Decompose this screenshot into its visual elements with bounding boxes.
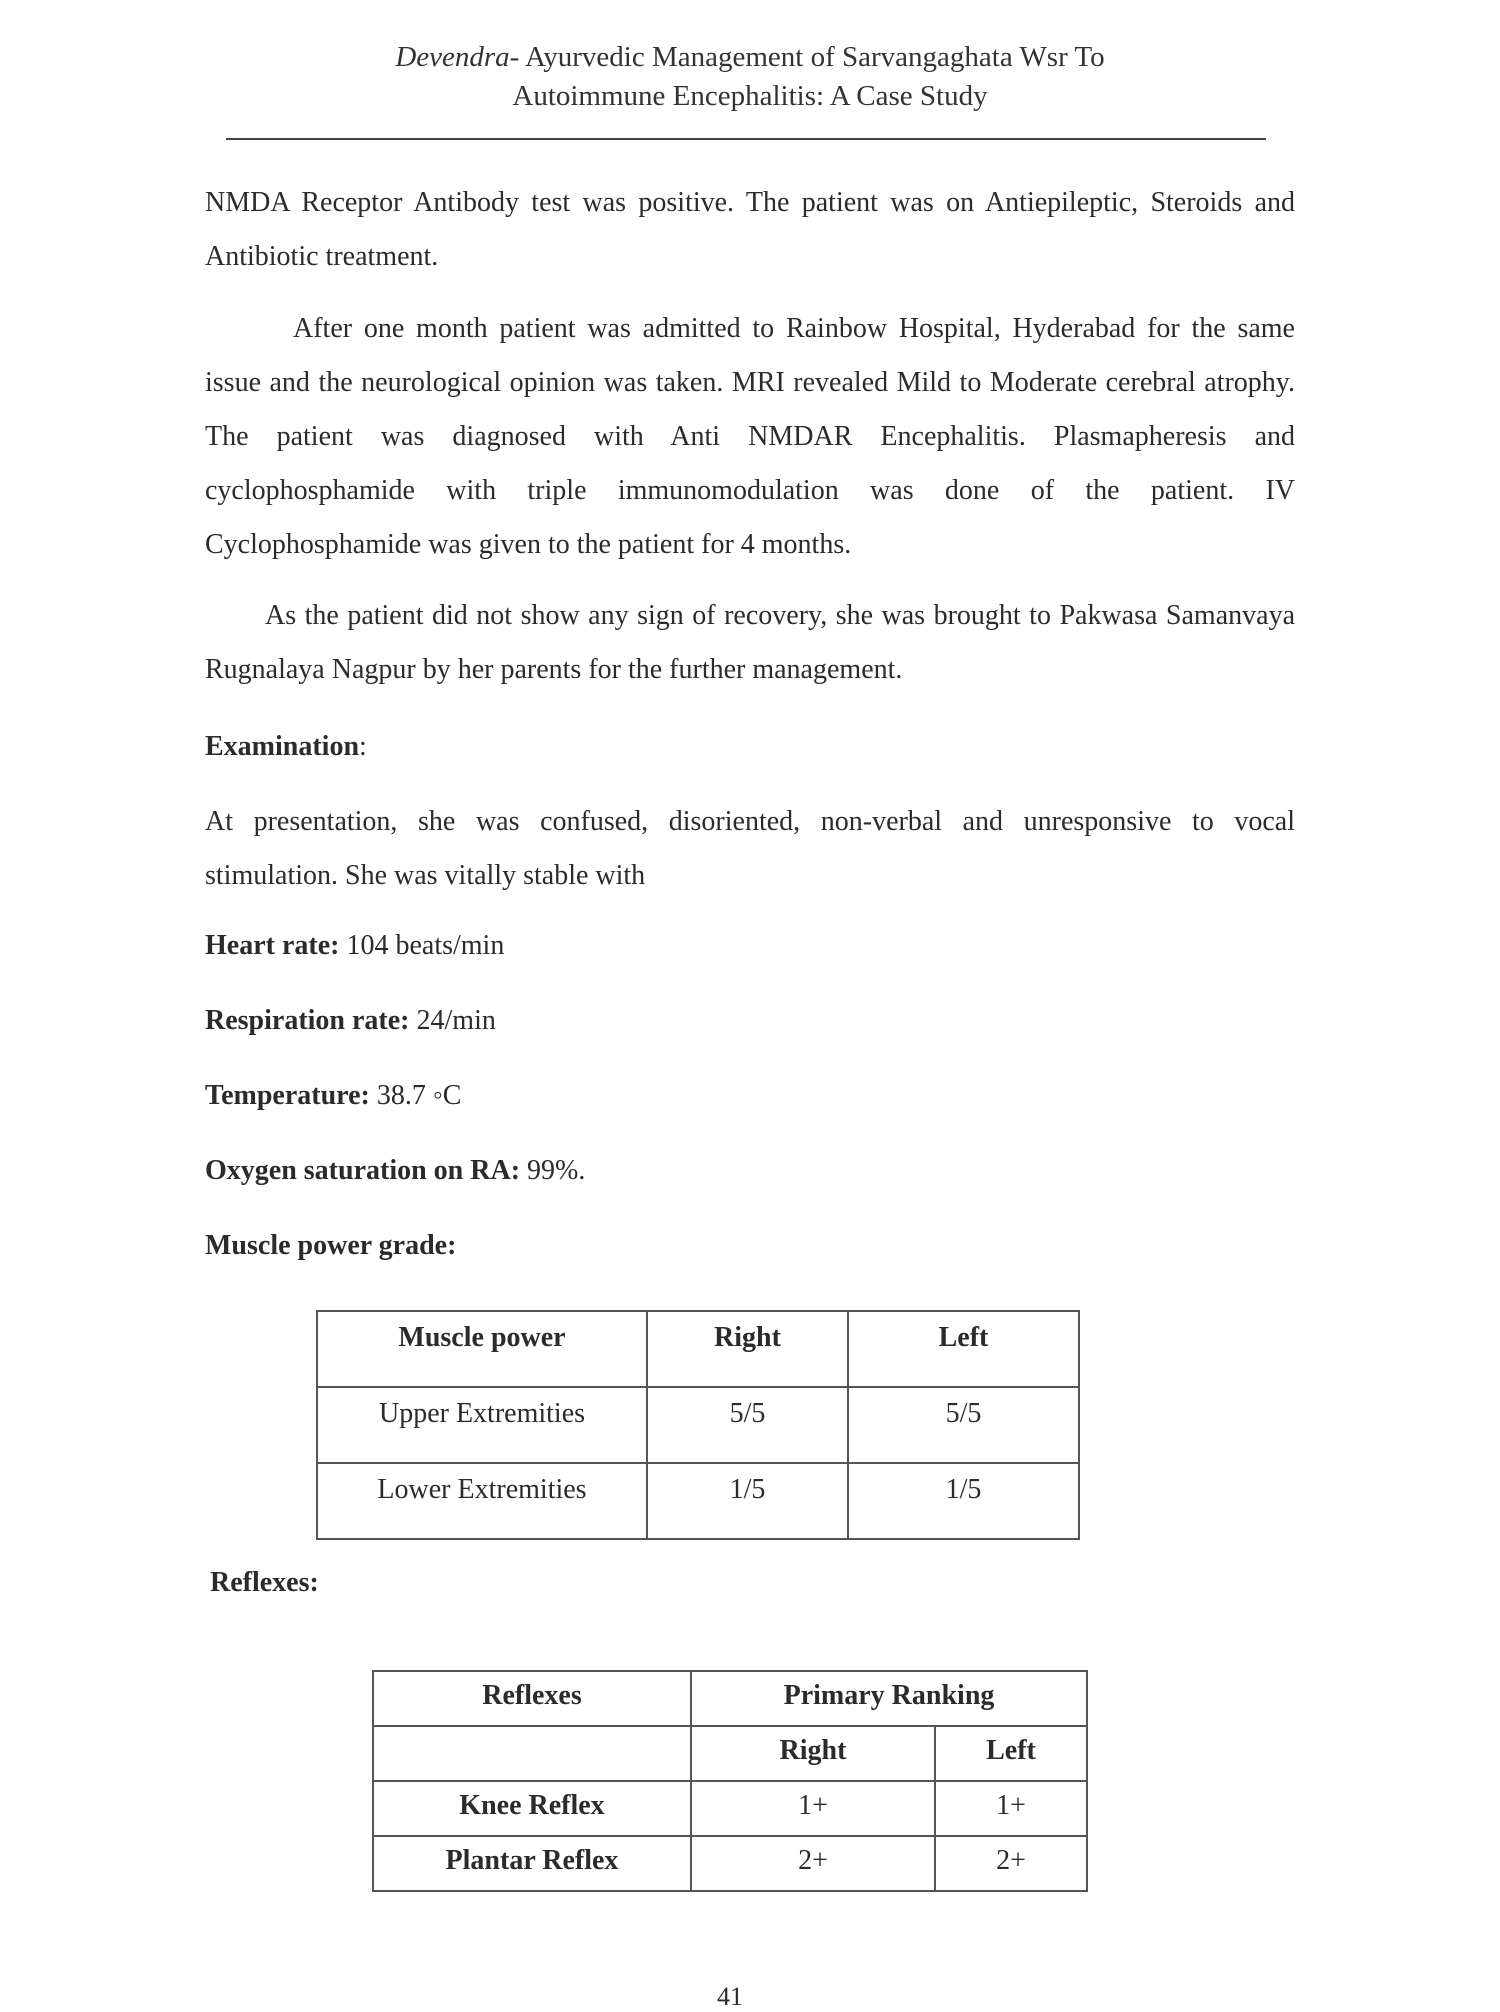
table-header-cell: Reflexes [373,1671,691,1726]
table-cell: 2+ [935,1836,1087,1891]
table-header-cell: Left [935,1726,1087,1781]
vital-temperature [205,1076,461,1116]
vital-oxygen-value: 99%. [520,1155,586,1186]
paragraph-presentation: At presentation, she was confused, disoriented, non-verbal and unresponsive to vocal stimulation. She was vitally stable with [205,806,1295,891]
table-cell: 2+ [691,1836,935,1891]
paragraph-rainbow-hospital: After one month patient was admitted to Rainbow Hospital, Hyderabad for the same issue and the neurological opinion was taken. MRI revealed Mild to Moderate cerebral atrophy. The patient was diagnosed with Anti NMDAR Encephalitis. Plasmapheresis and cyclophosphamide with triple immunomodulation was done of the patient. IV Cyclophosphamide was given to the patient for 4 months. [205,313,1295,560]
table-row [317,1463,1079,1539]
table-cell: 5/5 [647,1387,848,1463]
table-cell: Plantar Reflex [373,1836,691,1891]
reflexes-heading-label: Reflexes: [210,1567,319,1598]
muscle-power-heading-label: Muscle power grade: [205,1230,457,1261]
reflexes-heading [210,1563,319,1603]
paragraph-pakwasa: As the patient did not show any sign of recovery, she was brought to Pakwasa Samanvaya Rugnalaya Nagpur by her parents for the further management. [205,600,1295,685]
table-header-cell: Muscle power [317,1311,647,1387]
table-cell: Upper Extremities [317,1387,647,1463]
page-number: 41 [717,1982,743,2011]
table-subheader-row [373,1726,1087,1781]
vital-respiration-label: Respiration rate: [205,1005,410,1036]
table-cell: 1+ [691,1781,935,1836]
vital-respiration-rate [205,1001,496,1041]
header-author: Devendra [395,41,510,73]
table-cell: 1+ [935,1781,1087,1836]
running-header-line-1 [200,38,1300,77]
table-cell: 5/5 [848,1387,1079,1463]
table-header-cell: Right [647,1311,848,1387]
table-header-row [317,1311,1079,1387]
header-divider [226,138,1266,140]
muscle-power-table [316,1310,1080,1540]
running-header [200,38,1300,116]
table-header-row [373,1671,1087,1726]
muscle-power-heading [205,1226,456,1266]
table-header-cell: Right [691,1726,935,1781]
table-cell: Lower Extremities [317,1463,647,1539]
reflexes-table [372,1670,1088,1892]
table-cell-empty [373,1726,691,1781]
table-cell: 1/5 [848,1463,1079,1539]
vital-heart-rate [205,926,504,966]
vital-heart-rate-label: Heart rate: [205,930,340,961]
table-cell: Knee Reflex [373,1781,691,1836]
table-row [373,1781,1087,1836]
vital-heart-rate-value: 104 beats/min [339,930,505,961]
examination-heading-colon: : [359,731,367,762]
table-cell: 1/5 [647,1463,848,1539]
table-header-cell: Primary Ranking [691,1671,1087,1726]
paragraph-antibody-test: NMDA Receptor Antibody test was positive. The patient was on Antiepileptic, Steroids and Antibiotic treatment. [205,187,1295,272]
vital-respiration-value: 24/min [409,1005,496,1036]
examination-heading-label: Examination [205,731,360,762]
vital-oxygen-label: Oxygen saturation on RA: [205,1155,521,1186]
header-title-part1: - Ayurvedic Management of Sarvangaghata Wsr To [509,41,1105,73]
header-title-part2: Autoimmune Encephalitis: A Case Study [512,80,988,112]
table-row [317,1387,1079,1463]
table-header-cell: Left [848,1311,1079,1387]
examination-heading [205,727,367,767]
table-row [373,1836,1087,1891]
vital-temperature-label: Temperature: [205,1080,370,1111]
vital-oxygen-saturation [205,1151,585,1191]
vital-temperature-value: 38.7 ◦C [369,1080,462,1111]
